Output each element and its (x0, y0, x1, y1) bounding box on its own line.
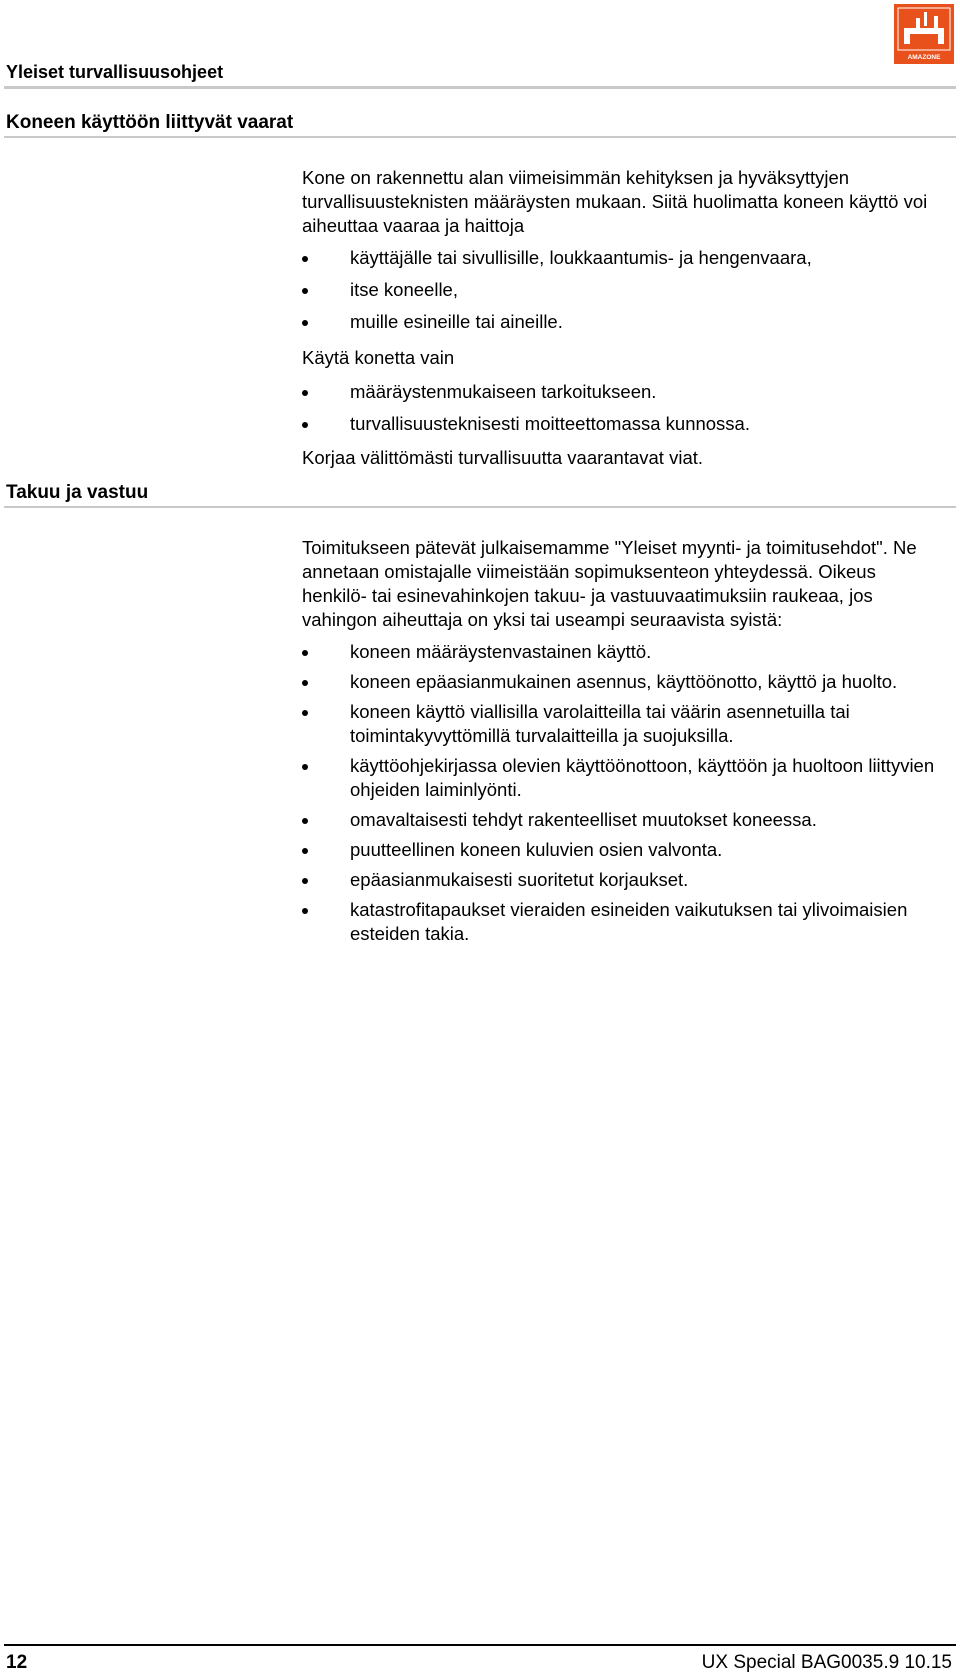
list-item: muille esineille tai aineille. (302, 310, 942, 334)
list-item: koneen määräystenvastainen käyttö. (302, 640, 942, 664)
hazards-intro: Kone on rakennettu alan viimeisimmän kehityksen ja hyväksyttyjen turvallisuusteknisten määräysten mukaan. Siitä huolimatta koneen käyttö voi aiheuttaa vaaraa ja haittoja (302, 167, 928, 236)
bullet-icon (302, 908, 308, 914)
section-divider (4, 136, 956, 138)
list-item: käyttäjälle tai sivullisille, loukkaantumis- ja hengenvaara, (302, 246, 942, 270)
bullet-icon (302, 390, 308, 396)
document-id: UX Special BAG0035.9 10.15 (701, 1652, 952, 1673)
hazards-body (302, 166, 942, 470)
logo-text: AMAZONE (907, 54, 941, 61)
section-divider (4, 506, 956, 508)
list-item: turvallisuusteknisesti moitteettomassa kunnossa. (302, 412, 942, 436)
bullet-icon (302, 710, 308, 716)
fix-note: Korjaa välittömästi turvallisuutta vaarantavat viat. (302, 447, 704, 468)
bullet-icon (302, 764, 308, 770)
use-only-text: Käytä konetta vain (302, 347, 455, 368)
list-item: epäasianmukaisesti suoritetut korjaukset. (302, 868, 942, 892)
page-number: 12 (6, 1652, 28, 1673)
warranty-intro: Toimitukseen pätevät julkaisemamme "Yleiset myynti- ja toimitusehdot". Ne annetaan omistajalle viimeistään sopimuksenteon yhteydessä. Oikeus henkilö- tai esinevahinkojen takuu- ja vastuuvaatimuksiin raukeaa, jos vahingon aiheuttaja on yksi tai useampi seuraavista syistä: (302, 537, 917, 630)
list-item: määräystenmukaiseen tarkoitukseen. (302, 380, 942, 404)
warranty-list (302, 640, 942, 946)
list-item: omavaltaisesti tehdyt rakenteelliset muutokset koneessa. (302, 808, 942, 832)
header-divider (4, 86, 956, 89)
amazone-logo (894, 4, 954, 64)
list-item: koneen epäasianmukainen asennus, käyttöönotto, käyttö ja huolto. (302, 670, 942, 694)
section-heading-warranty: Takuu ja vastuu (6, 482, 149, 503)
bullet-icon (302, 680, 308, 686)
bullet-icon (302, 320, 308, 326)
page-header-title: Yleiset turvallisuusohjeet (6, 62, 224, 82)
section-heading-hazards: Koneen käyttöön liittyvät vaarat (6, 112, 294, 133)
hazards-list (302, 246, 942, 334)
bullet-icon (302, 848, 308, 854)
bullet-icon (302, 650, 308, 656)
list-item: koneen käyttö viallisilla varolaitteilla tai väärin asennetuilla tai toimintakyvyttömillä turvalaitteilla ja suojuksilla. (302, 700, 942, 748)
bullet-icon (302, 256, 308, 262)
list-item: käyttöohjekirjassa olevien käyttöönottoon, käyttöön ja huoltoon liittyvien ohjeiden laiminlyönti. (302, 754, 942, 802)
warranty-body (302, 536, 942, 946)
bullet-icon (302, 288, 308, 294)
bullet-icon (302, 878, 308, 884)
bullet-icon (302, 422, 308, 428)
list-item: puutteellinen koneen kuluvien osien valvonta. (302, 838, 942, 862)
list-item: itse koneelle, (302, 278, 942, 302)
use-list (302, 380, 942, 436)
list-item: katastrofitapaukset vieraiden esineiden vaikutuksen tai ylivoimaisien esteiden takia. (302, 898, 942, 946)
bullet-icon (302, 818, 308, 824)
footer-divider (4, 1644, 956, 1646)
